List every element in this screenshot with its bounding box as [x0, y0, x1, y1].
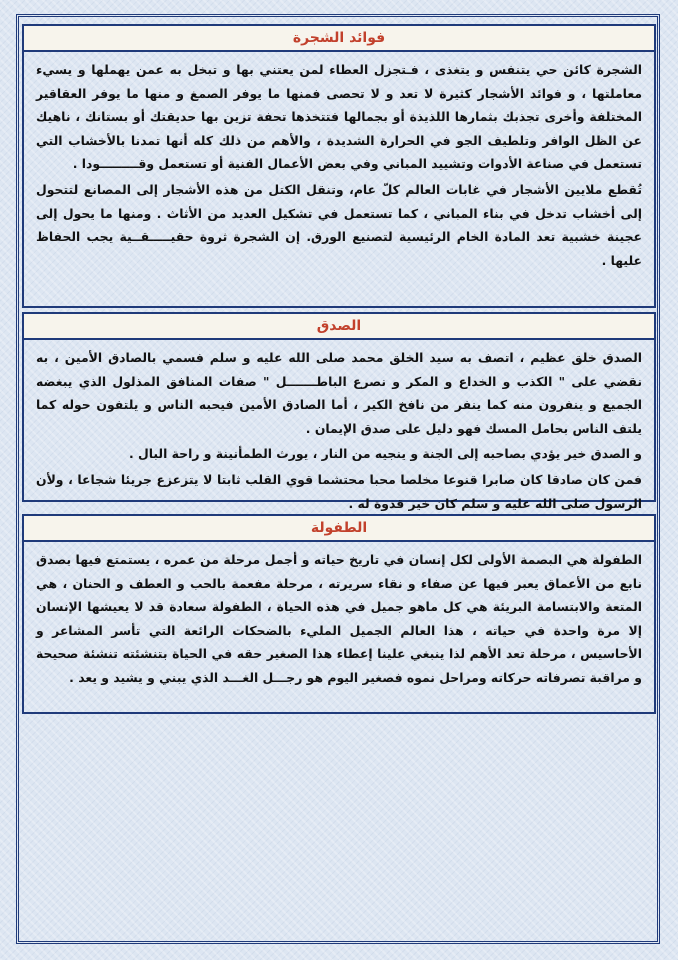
paragraph: و الصدق خير يؤدي بصاحبه إلى الجنة و ينجيه من النار ، يورث الطمأنينة و راحة البال . [128, 446, 642, 462]
section-body [22, 340, 656, 511]
section-body [22, 542, 656, 714]
paragraph: الصدق خلق عظيم ، اتصف به سيد الخلق محمد صلى الله عليه و سلم فسمي بالصادق الأمين ، به نقضي على " الكذب و الخداع و المكر و نصرع الباطـــــــل " صفات المنافق المذلول الذي يبغضه الجميع و ينفرون منه كما ينفر من نافخ الكير ، أما الصادق الأمين فيحبه الناس و يلتفون حوله كما يلتف الناس بحامل المسك فهو دليل على صدق الإيمان . [36, 350, 642, 436]
paragraph: تُقطع ملايين الأشجار في غابات العالم كلّ عام، وتنقل الكتل من هذه الأشجار إلى المصانع لتتحول إلى أخشاب تدخل في بناء المباني ، كما تستعمل في تشكيل العديد من الأثاث . ومنها ما يحول إلى عجينة خشبية تعد المادة الخام الرئيسية لتصنيع الورق. إن الشجرة ثروة حقيـــــقــية يجب الحفاظ عليها . [36, 181, 642, 268]
section-title: الطفولة [310, 520, 368, 536]
paragraph: فمن كان صادقا كان صابرا قنوعا مخلصا محبا محتشما قوي القلب ثابتا لا يتزعزع جريئا شجاعا ، ولأن الرسول صلى الله عليه و سلم كان خير قدوة له . [36, 471, 642, 511]
paragraph: الطفولة هي البصمة الأولى لكل إنسان في تاريخ حياته و أجمل مرحلة من عمره ، يستمتع فيها بصدق نابع من الأعماق يعبر فيها عن صفاء و نقاء سريرته ، مرحلة مفعمة بالحب و العطف و الحنان ، هي المتعة والابتسامة البريئة هي كل ماهو جميل في هذه الحياة ، الطفولة سعادة قد لا يعيشها الإنسان إلا مرة واحدة في حياته ، هذا العالم الجميل المليء بالضحكات الرائعة التي تأسر المشاعر و الأحاسيس ، مرحلة تعد الأهم لذا ينبغي علينا إعطاء هذا الصغير حقه في الحياة بتنشئته تنشئة صحيحة و مراقبة تصرفاته حركاته ومراحل نموه فصغير اليوم هو رجـــل الغـــد الذي يبني و يشيد و يعد . [36, 552, 642, 685]
section-title: الصدق [316, 318, 362, 334]
section-title-bar [22, 312, 656, 340]
section-title: فوائد الشجرة [292, 30, 386, 46]
paragraph: الشجرة كائن حي يتنفس و يتغذى ، فـتجزل العطاء لمن يعتني بها و تبخل به عمن يهملها و يسيء معاملتها ، و فوائد الأشجار كثيرة لا تعد و لا تحصى فمنها ما يوفر الصمغ و منها ما يوفر العقاقير المختلفة وأخرى تجذبك بثمارها اللذيذة أو بجمالها فتتخذها تحفة تزين بها حديقتك أو بستانك ، ناهيك عن الظل الوافر وتلطيف الجو في الحرارة الشديدة ، والأهم من ذلك كله أنها تمدنا بالأخشاب التي تستعمل في صناعة الأدوات وتشييد المباني وفي بعض الأعمال الفنية أو تستعمل وقـــــــــودا . [36, 62, 642, 172]
section-tree-benefits [22, 24, 656, 308]
section-title-bar [22, 24, 656, 52]
section-childhood [22, 514, 656, 714]
section-title-bar [22, 514, 656, 542]
section-honesty [22, 312, 656, 511]
section-body [22, 52, 656, 308]
